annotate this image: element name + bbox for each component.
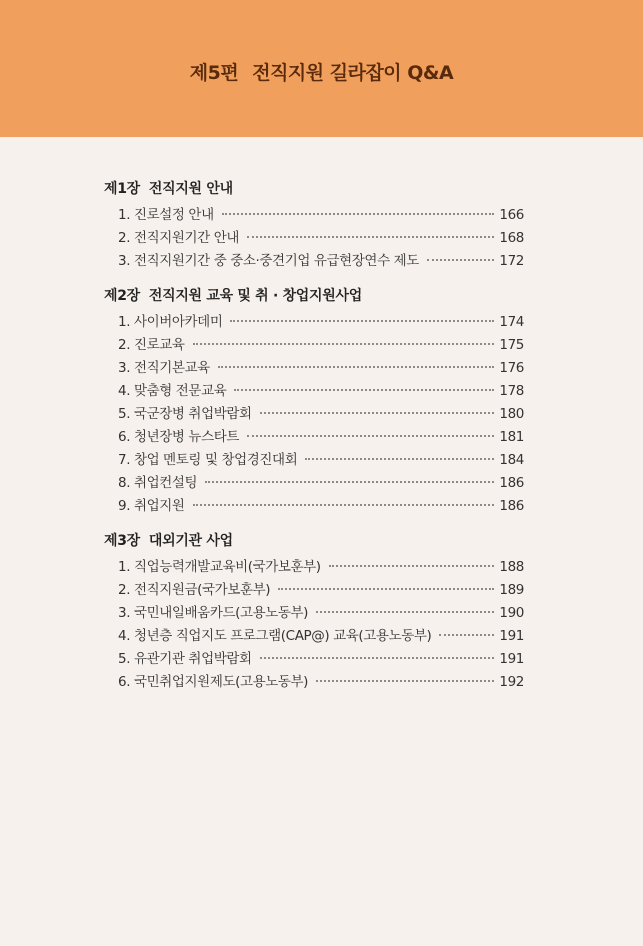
toc-entry-label: 7. 창업 멘토링 및 창업경진대회: [118, 452, 298, 468]
dot-leader: [193, 504, 494, 506]
dot-leader: [222, 213, 494, 215]
toc-entry[interactable]: [104, 357, 524, 380]
toc-entry-label: 5. 유관기관 취업박람회: [118, 651, 252, 667]
dot-leader: [316, 680, 494, 682]
toc-entry[interactable]: [104, 602, 524, 625]
toc-entry-label: 2. 전직지원기간 안내: [118, 230, 239, 246]
dot-leader: [205, 481, 494, 483]
chapter-title: 대외기관 사업: [148, 533, 233, 549]
part-number: 제5편: [189, 62, 239, 84]
toc-entry-label: 3. 전직기본교육: [118, 360, 210, 376]
toc-entry[interactable]: [104, 472, 524, 495]
toc-entry-page: 175: [499, 337, 524, 353]
dot-leader: [234, 389, 494, 391]
toc-entry[interactable]: [104, 495, 524, 518]
toc-entry-label: 5. 국군장병 취업박람회: [118, 406, 252, 422]
dot-leader: [193, 343, 494, 345]
toc-entry-page: 192: [499, 674, 524, 690]
toc-entry-label: 6. 청년장병 뉴스타트: [118, 429, 239, 445]
toc-entry-label: 9. 취업지원: [118, 498, 185, 514]
toc-entry-page: 181: [499, 429, 524, 445]
toc-entry-label: 3. 전직지원기간 중 중소·중견기업 유급현장연수 제도: [118, 253, 419, 269]
chapter-heading: [104, 178, 524, 200]
toc-entry-label: 2. 전직지원금(국가보훈부): [118, 582, 271, 598]
dot-leader: [329, 565, 494, 567]
dot-leader: [260, 657, 494, 659]
chapter-3: [104, 530, 524, 694]
toc-entry-page: 180: [499, 406, 524, 422]
toc-entry-label: 4. 청년층 직업지도 프로그램(CAP@) 교육(고용노동부): [118, 628, 432, 644]
toc-entry[interactable]: [104, 204, 524, 227]
toc-entry-page: 189: [499, 582, 524, 598]
toc-entry-label: 6. 국민취업지원제도(고용노동부): [118, 674, 309, 690]
toc-entry[interactable]: [104, 426, 524, 449]
toc-entry[interactable]: [104, 227, 524, 250]
toc-entry-label: 1. 진로설정 안내: [118, 207, 214, 223]
dot-leader: [439, 634, 494, 636]
chapter-title: 전직지원 안내: [148, 181, 233, 197]
toc-entry-page: 184: [499, 452, 524, 468]
toc-entry-label: 8. 취업컨설팅: [118, 475, 198, 491]
dot-leader: [316, 611, 494, 613]
toc-entry[interactable]: [104, 648, 524, 671]
toc-entry-page: 190: [499, 605, 524, 621]
part-title: 전직지원 길라잡이 Q&A: [252, 62, 454, 84]
dot-leader: [218, 366, 494, 368]
toc-entry-label: 1. 사이버아카데미: [118, 314, 223, 330]
toc-entry-label: 2. 진로교육: [118, 337, 185, 353]
page-header: [0, 0, 643, 137]
toc-entry[interactable]: [104, 579, 524, 602]
dot-leader: [278, 588, 494, 590]
table-of-contents: [104, 178, 524, 706]
chapter-1: [104, 178, 524, 273]
chapter-heading: [104, 530, 524, 552]
toc-entry-label: 3. 국민내일배움카드(고용노동부): [118, 605, 309, 621]
chapter-title: 전직지원 교육 및 취 · 창업지원사업: [148, 288, 362, 304]
chapter-number: 제1장: [104, 181, 140, 197]
toc-entry-page: 191: [499, 651, 524, 667]
toc-entry-label: 4. 맞춤형 전문교육: [118, 383, 227, 399]
toc-entry[interactable]: [104, 334, 524, 357]
toc-entry[interactable]: [104, 403, 524, 426]
chapter-heading: [104, 285, 524, 307]
toc-entry[interactable]: [104, 671, 524, 694]
dot-leader: [247, 435, 494, 437]
toc-entry-page: 178: [499, 383, 524, 399]
toc-entry-page: 168: [499, 230, 524, 246]
page-title: [190, 58, 453, 85]
dot-leader: [260, 412, 494, 414]
toc-entry[interactable]: [104, 380, 524, 403]
toc-entry-page: 176: [499, 360, 524, 376]
dot-leader: [427, 259, 494, 261]
toc-entry-page: 188: [499, 559, 524, 575]
toc-entry[interactable]: [104, 250, 524, 273]
toc-entry[interactable]: [104, 449, 524, 472]
toc-entry[interactable]: [104, 625, 524, 648]
chapter-number: 제3장: [104, 533, 140, 549]
dot-leader: [247, 236, 494, 238]
chapter-number: 제2장: [104, 288, 140, 304]
toc-entry-page: 191: [499, 628, 524, 644]
toc-entry[interactable]: [104, 311, 524, 334]
toc-entry-page: 166: [499, 207, 524, 223]
toc-entry-page: 172: [499, 253, 524, 269]
dot-leader: [230, 320, 494, 322]
toc-entry[interactable]: [104, 556, 524, 579]
dot-leader: [305, 458, 494, 460]
toc-entry-page: 186: [499, 498, 524, 514]
chapter-2: [104, 285, 524, 518]
toc-entry-page: 186: [499, 475, 524, 491]
toc-entry-label: 1. 직업능력개발교육비(국가보훈부): [118, 559, 321, 575]
toc-entry-page: 174: [499, 314, 524, 330]
